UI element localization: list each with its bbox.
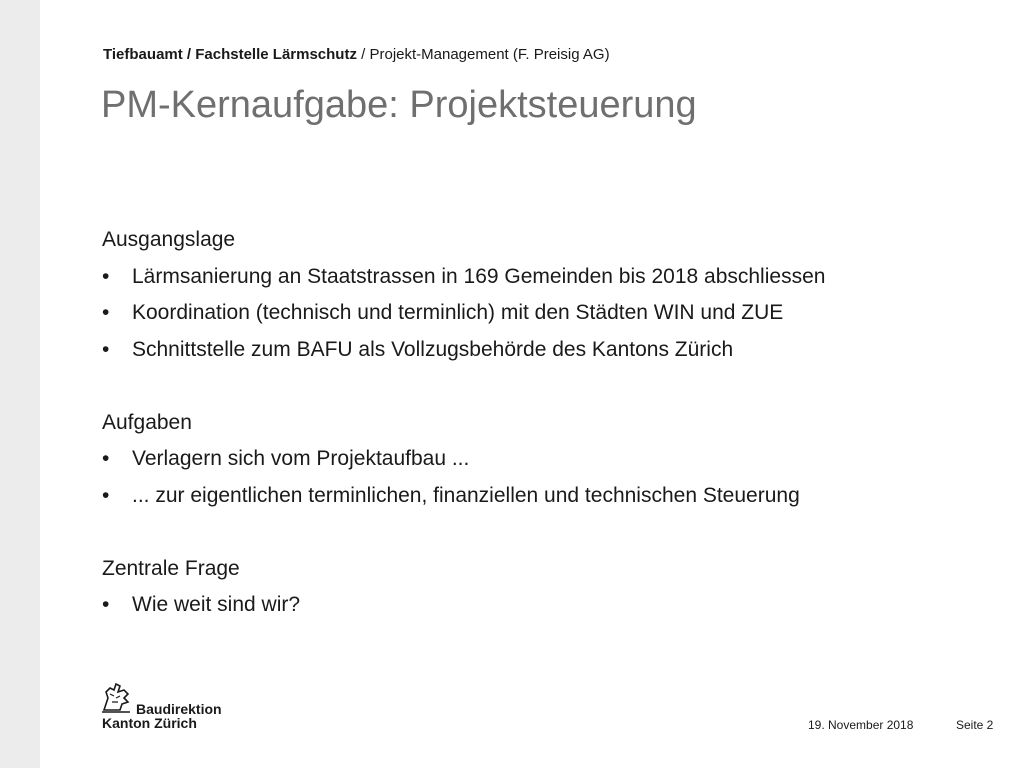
section-heading: Zentrale Frage xyxy=(102,556,240,580)
bullet-marker: • xyxy=(102,483,110,507)
slide-title: PM-Kernaufgabe: Projektsteuerung xyxy=(101,84,697,126)
section-spacer xyxy=(102,368,1002,405)
bullet-marker: • xyxy=(102,337,110,361)
header-org-bold: Tiefbauamt / Fachstelle Lärmschutz xyxy=(103,46,357,63)
bullet-marker: • xyxy=(102,301,110,324)
logo-line-1: Baudirektion xyxy=(136,701,222,717)
bullet-item xyxy=(102,332,1002,369)
bullet-item xyxy=(102,259,1002,296)
footer-date: 19. November 2018 xyxy=(808,718,914,732)
bullet-item xyxy=(102,441,1002,478)
bullet-marker: • xyxy=(102,593,110,616)
bullet-list xyxy=(102,259,1002,369)
slide-content xyxy=(102,222,1002,624)
header-breadcrumb xyxy=(103,46,610,63)
bullet-text: Verlagern sich vom Projektaufbau ... xyxy=(132,447,470,470)
bullet-marker: • xyxy=(102,447,110,470)
bullet-marker: • xyxy=(102,264,110,288)
bullet-text: Schnittstelle zum BAFU als Vollzugsbehörde des Kantons Zürich xyxy=(132,337,734,361)
bullet-list xyxy=(102,441,1002,514)
section-aufgaben xyxy=(102,405,1002,515)
bullet-item xyxy=(102,295,1002,332)
bullet-item xyxy=(102,478,1002,515)
section-heading: Aufgaben xyxy=(102,410,192,434)
bullet-text: Koordination (technisch und terminlich) mit den Städten WIN und ZUE xyxy=(132,301,784,324)
baudirektion-logo xyxy=(100,680,240,732)
section-ausgangslage xyxy=(102,222,1002,368)
footer-page-number: Seite 2 xyxy=(956,718,994,732)
bullet-text: Wie weit sind wir? xyxy=(132,593,301,616)
bullet-list xyxy=(102,587,1002,624)
bullet-item xyxy=(102,587,1002,624)
logo-line-2: Kanton Zürich xyxy=(102,715,197,731)
section-spacer xyxy=(102,514,1002,551)
bullet-text: Lärmsanierung an Staatstrassen in 169 Gemeinden bis 2018 abschliessen xyxy=(132,264,826,288)
lion-crest-icon xyxy=(100,680,134,716)
section-heading: Ausgangslage xyxy=(102,228,236,251)
bullet-text: ... zur eigentlichen terminlichen, finanziellen und technischen Steuerung xyxy=(132,483,800,507)
header-org-rest: / Projekt-Management (F. Preisig AG) xyxy=(356,46,610,63)
left-margin-band xyxy=(0,0,40,768)
section-zentrale-frage xyxy=(102,551,1002,624)
